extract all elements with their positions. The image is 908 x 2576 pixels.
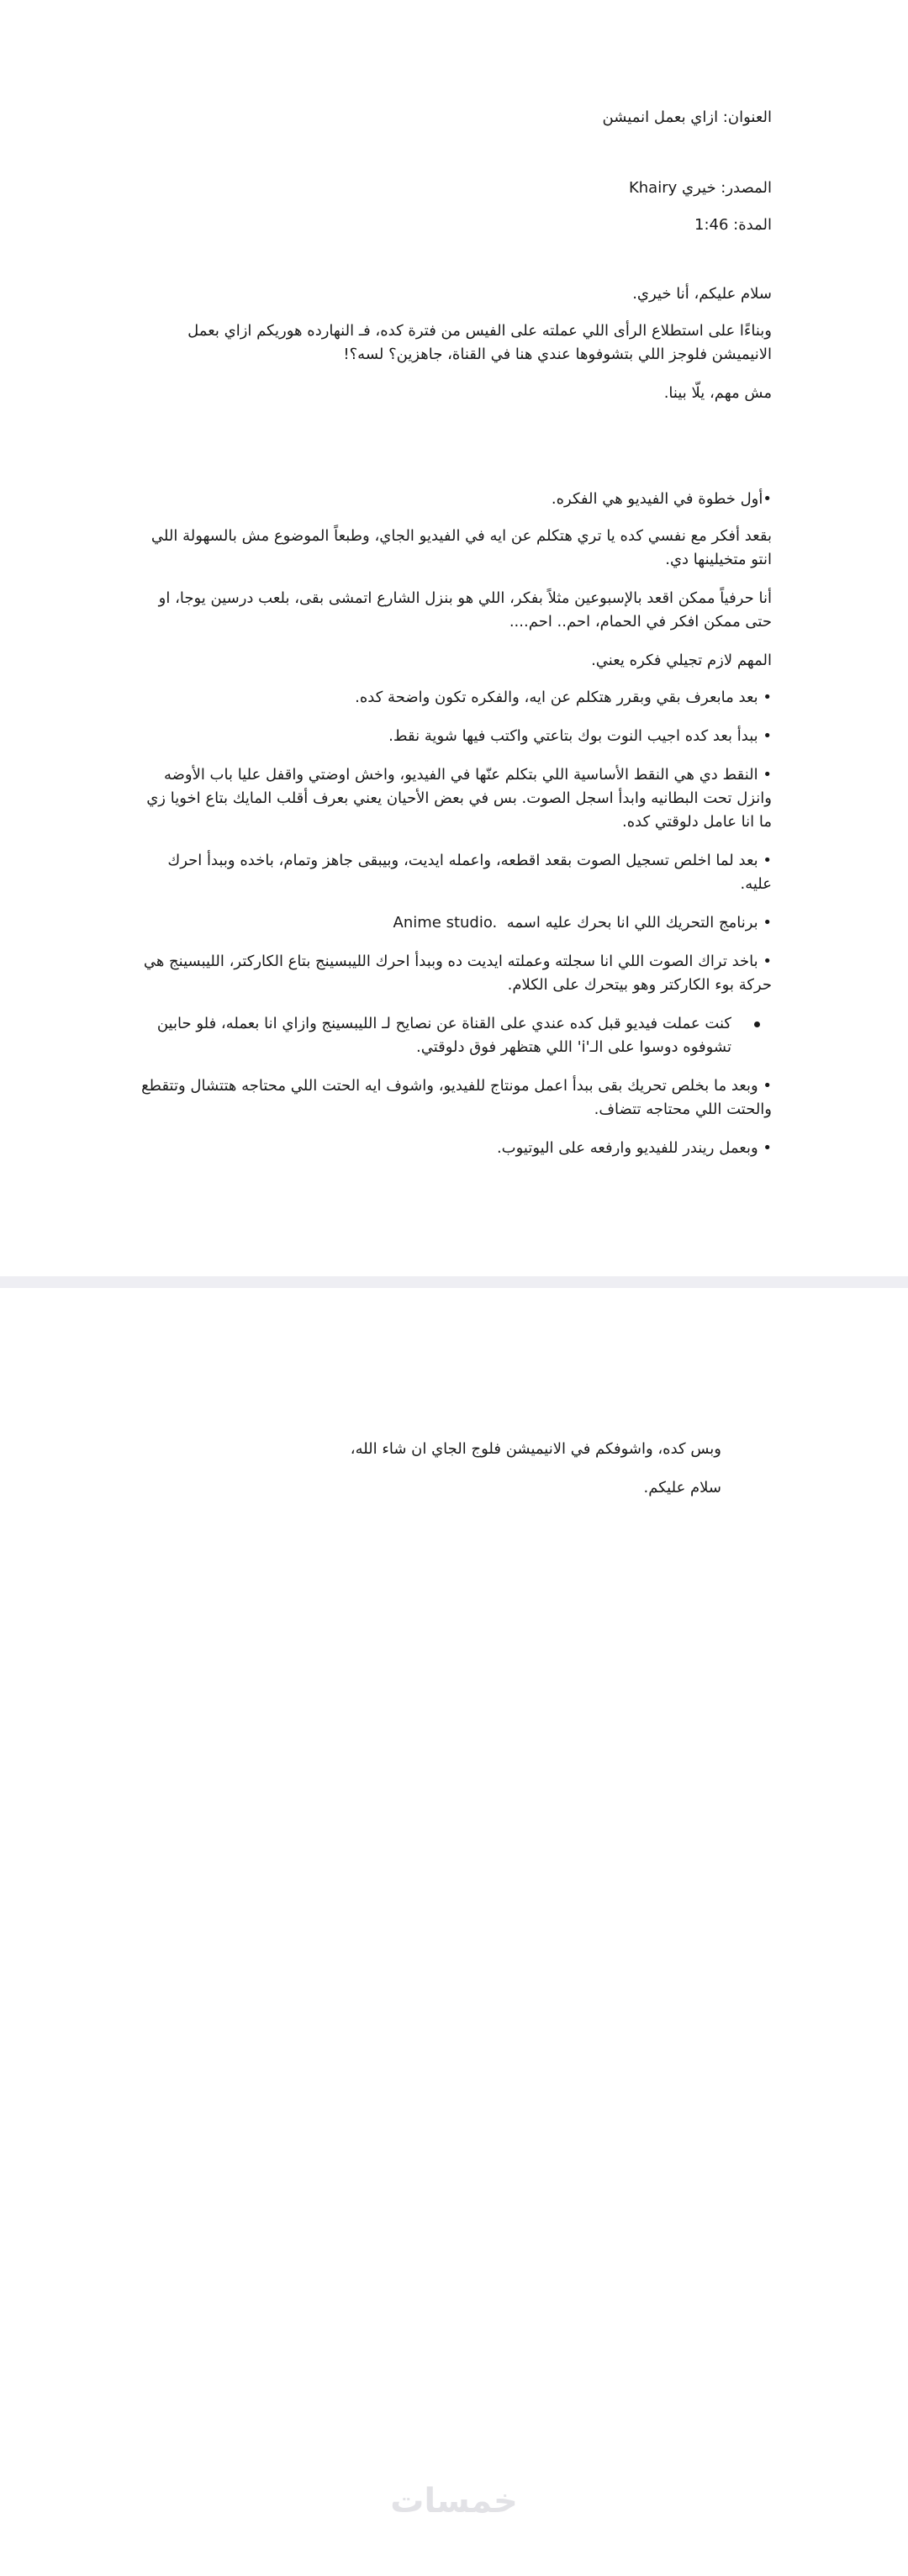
list-item: [133, 911, 772, 935]
source-text: المصدر: خيري Khairy: [628, 179, 772, 197]
greeting-paragraph: سلام عليكم، أنا خيري.: [632, 285, 772, 303]
bye-paragraph: سلام عليكم.: [643, 1479, 721, 1497]
list-item: • وبعد ما بخلص تحريك بقى ببدأ اعمل مونتاج للفيديو، واشوف ايه الحتت اللي محتاجه هتتشال وتتقطع والحتت اللي محتاجه تتضاف.: [141, 1077, 772, 1118]
list-item: • بعد لما اخلص تسجيل الصوت بقعد اقطعه، واعمله ايديت، وبيبقى جاهز وتمام، باخده وببدأ احرك عليه.: [167, 852, 772, 893]
list-item: • وبعمل ريندر للفيديو وارفعه على اليوتيوب.: [496, 1139, 772, 1157]
page-separator: [0, 1276, 908, 1288]
list-item: • ببدأ بعد كده اجيب النوت بوك بتاعتي واكتب فيها شوية نقط.: [388, 727, 772, 745]
tips-text: كنت عملت فيديو قبل كده عندي على القناة عن نصايح لـ الليبسينج وازاي انا بعمله، فلو حابين تشوفوه دوسوا على الـ'i' اللي هتظهر فوق دلوقتي.: [156, 1015, 731, 1056]
first-step-paragraph: •أول خطوة في الفيديو هي الفكره.: [551, 490, 772, 508]
title-line: العنوان: ازاي بعمل انميشن: [602, 108, 772, 126]
source-line: [133, 177, 772, 200]
list-item: [133, 1012, 772, 1059]
steps-list: [133, 686, 772, 1160]
honestly-paragraph: أنا حرفياً ممكن اقعد بالإسبوعين مثلاً بفكر، اللي هو بنزل الشارع اتمشى بقى، بلعب درسين يوجا، او حتى ممكن افكر في الحمام، احم.. احم....: [158, 589, 772, 631]
bullet-dot-icon: [754, 1021, 760, 1027]
duration-line: المدة: 1:46: [694, 216, 772, 234]
software-label: • برنامج التحريك اللي انا بحرك عليه اسمه: [506, 914, 772, 932]
lets-go-paragraph: مش مهم، يلّا بينا.: [663, 384, 772, 402]
list-item: • باخد تراك الصوت اللي انا سجلته وعملته ايديت ده وببدأ احرك الليبسينج بتاع الكاركتر، الليبسينج هي حركة بوء الكاركتر وهو بيتحرك على الكلام.: [143, 953, 772, 994]
watermark-logo: خمسات: [390, 2482, 518, 2521]
survey-paragraph: وبناءًا على استطلاع الرأى اللي عملته على الفيس من فترة كده، فـ النهارده هوريكم ازاي بعمل الانيميشن فلوجز اللي بتشوفوها عندي هنا في القناة، جاهزين؟ لسه؟!: [187, 322, 772, 363]
list-item: • النقط دي هي النقط الأساسية اللي بتكلم عنّها في الفيديو، واخش اوضتي واقفل عليا باب الأوضه وانزل تحت البطانيه وابدأ اسجل الصوت. بس في بعض الأحيان يعني بعرف أقلب المايك بتاع اخويا زي ما انا عامل دلوقتي كده.: [146, 766, 772, 831]
important-paragraph: المهم لازم تجيلي فكره يعني.: [591, 652, 772, 669]
document-page-1: [0, 0, 908, 1276]
document-page-2: [0, 1288, 908, 2576]
software-name: Anime studio.: [393, 914, 498, 932]
document-content: [133, 106, 772, 1175]
document-content-page-2: [133, 1438, 721, 1500]
closing-paragraph: وبس كده، واشوفكم في الانيميشن فلوج الجاي ان شاء الله،: [350, 1440, 721, 1458]
list-item: • بعد مابعرف بقي وبقرر هتكلم عن ايه، والفكره تكون واضحة كده.: [355, 689, 772, 706]
think-paragraph: بقعد أفكر مع نفسي كده يا تري هتكلم عن ايه في الفيديو الجاي، وطبعاً الموضوع مش بالسهولة اللي انتو متخيلينها دي.: [150, 527, 772, 568]
